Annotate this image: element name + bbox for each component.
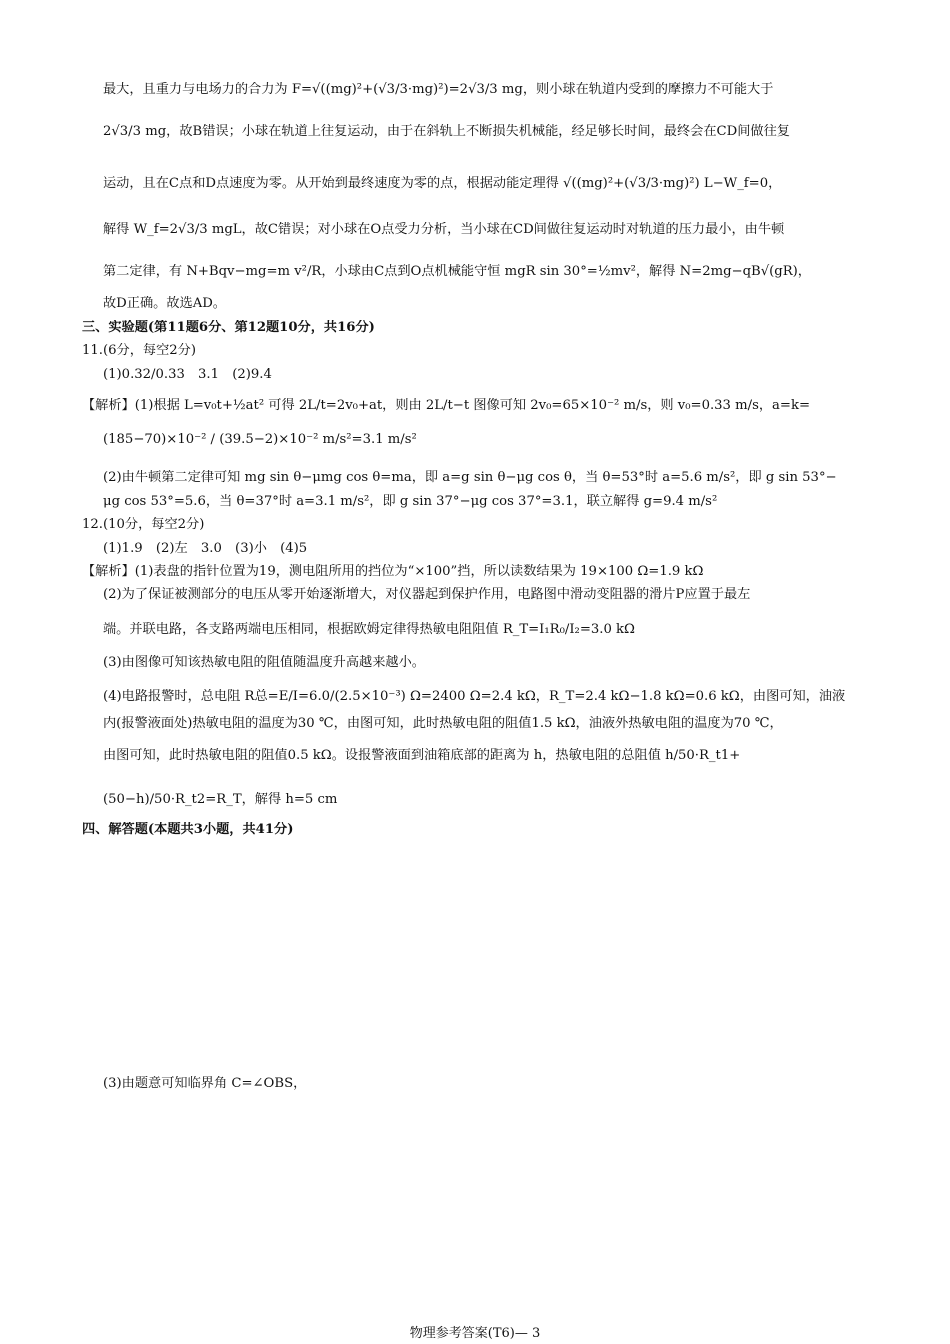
section-heading: 三、实验题(第11题6分、第12题10分，共16分)	[82, 320, 375, 335]
answer-line: (1)1.9 (2)左 3.0 (3)小 (4)5	[103, 541, 308, 556]
question-heading: 12.(10分，每空2分)	[82, 517, 205, 532]
text-line: 2√3/3 mg，故B错误；小球在轨道上往复运动，由于在斜轨上不断损失机械能，经足够长时间，最终会在CD间做往复	[103, 124, 790, 139]
analysis-line: 端。并联电路，各支路两端电压相同，根据欧姆定律得热敏电阻阻值 R_T=I₁R₀/I₂=3.0 kΩ	[103, 622, 635, 637]
text-line: 最大，且重力与电场力的合力为 F=√((mg)²+(√3/3·mg)²)=2√3/3 mg，则小球在轨道内受到的摩擦力不可能大于	[103, 82, 774, 97]
analysis-line: (2)为了保证被测部分的电压从零开始逐渐增大，对仪器起到保护作用，电路图中滑动变阻器的滑片P应置于最左	[103, 587, 751, 602]
analysis-line: (3)由图像可知该热敏电阻的阻值随温度升高越来越小。	[103, 655, 425, 670]
analysis-line: 【解析】(1)根据 L=v₀t+½at² 可得 2L/t=2v₀+at，则由 2L/t−t 图像可知 2v₀=65×10⁻² m/s，则 v₀=0.33 m/s，a=k=	[82, 398, 810, 413]
analysis-line: 由图可知，此时热敏电阻的阻值0.5 kΩ。设报警液面到油箱底部的距离为 h，热敏电阻的总阻值 h/50·R_t1+	[103, 748, 741, 763]
section-heading: 四、解答题(本题共3小题，共41分)	[82, 822, 294, 837]
text-line: 第二定律，有 N+Bqv−mg=m v²/R，小球由C点到O点机械能守恒 mgR sin 30°=½mv²，解得 N=2mg−qB√(gR)，	[103, 264, 811, 279]
solution-line: (3)由题意可知临界角 C=∠OBS，	[103, 1076, 307, 1091]
answer-line: (1)0.32/0.33 3.1 (2)9.4	[103, 367, 272, 382]
page-footer: 物理参考答案(T6)— 3	[409, 1326, 541, 1341]
analysis-line: 内(报警液面处)热敏电阻的温度为30 ℃，由图可知，此时热敏电阻的阻值1.5 kΩ，油液外热敏电阻的温度为70 ℃，	[103, 716, 783, 731]
analysis-line: (185−70)×10⁻² / (39.5−2)×10⁻² m/s²=3.1 m/s²	[103, 432, 417, 447]
analysis-line: μg cos 53°=5.6，当 θ=37°时 a=3.1 m/s²，即 g sin 37°−μg cos 37°=3.1，联立解得 g=9.4 m/s²	[103, 494, 718, 509]
analysis-line: 【解析】(1)表盘的指针位置为19，测电阻所用的挡位为“×100”挡，所以读数结果为 19×100 Ω=1.9 kΩ	[82, 564, 704, 579]
text-line: 运动，且在C点和D点速度为零。从开始到最终速度为零的点，根据动能定理得 √((mg)²+(√3/3·mg)²) L−W_f=0，	[103, 176, 782, 191]
analysis-line: (4)电路报警时，总电阻 R总=E/I=6.0/(2.5×10⁻³) Ω=2400 Ω=2.4 kΩ，R_T=2.4 kΩ−1.8 kΩ=0.6 kΩ，由图可知，油液	[103, 689, 846, 704]
text-line: 故D正确。故选AD。	[103, 296, 226, 311]
analysis-line: (2)由牛顿第二定律可知 mg sin θ−μmg cos θ=ma，即 a=g sin θ−μg cos θ，当 θ=53°时 a=5.6 m/s²，即 g sin 53°−	[103, 470, 837, 485]
text-line: 解得 W_f=2√3/3 mgL，故C错误；对小球在O点受力分析，当小球在CD间做往复运动时对轨道的压力最小，由牛顿	[103, 222, 785, 237]
analysis-line: (50−h)/50·R_t2=R_T，解得 h=5 cm	[103, 792, 338, 807]
question-heading: 11.(6分，每空2分)	[82, 343, 196, 358]
